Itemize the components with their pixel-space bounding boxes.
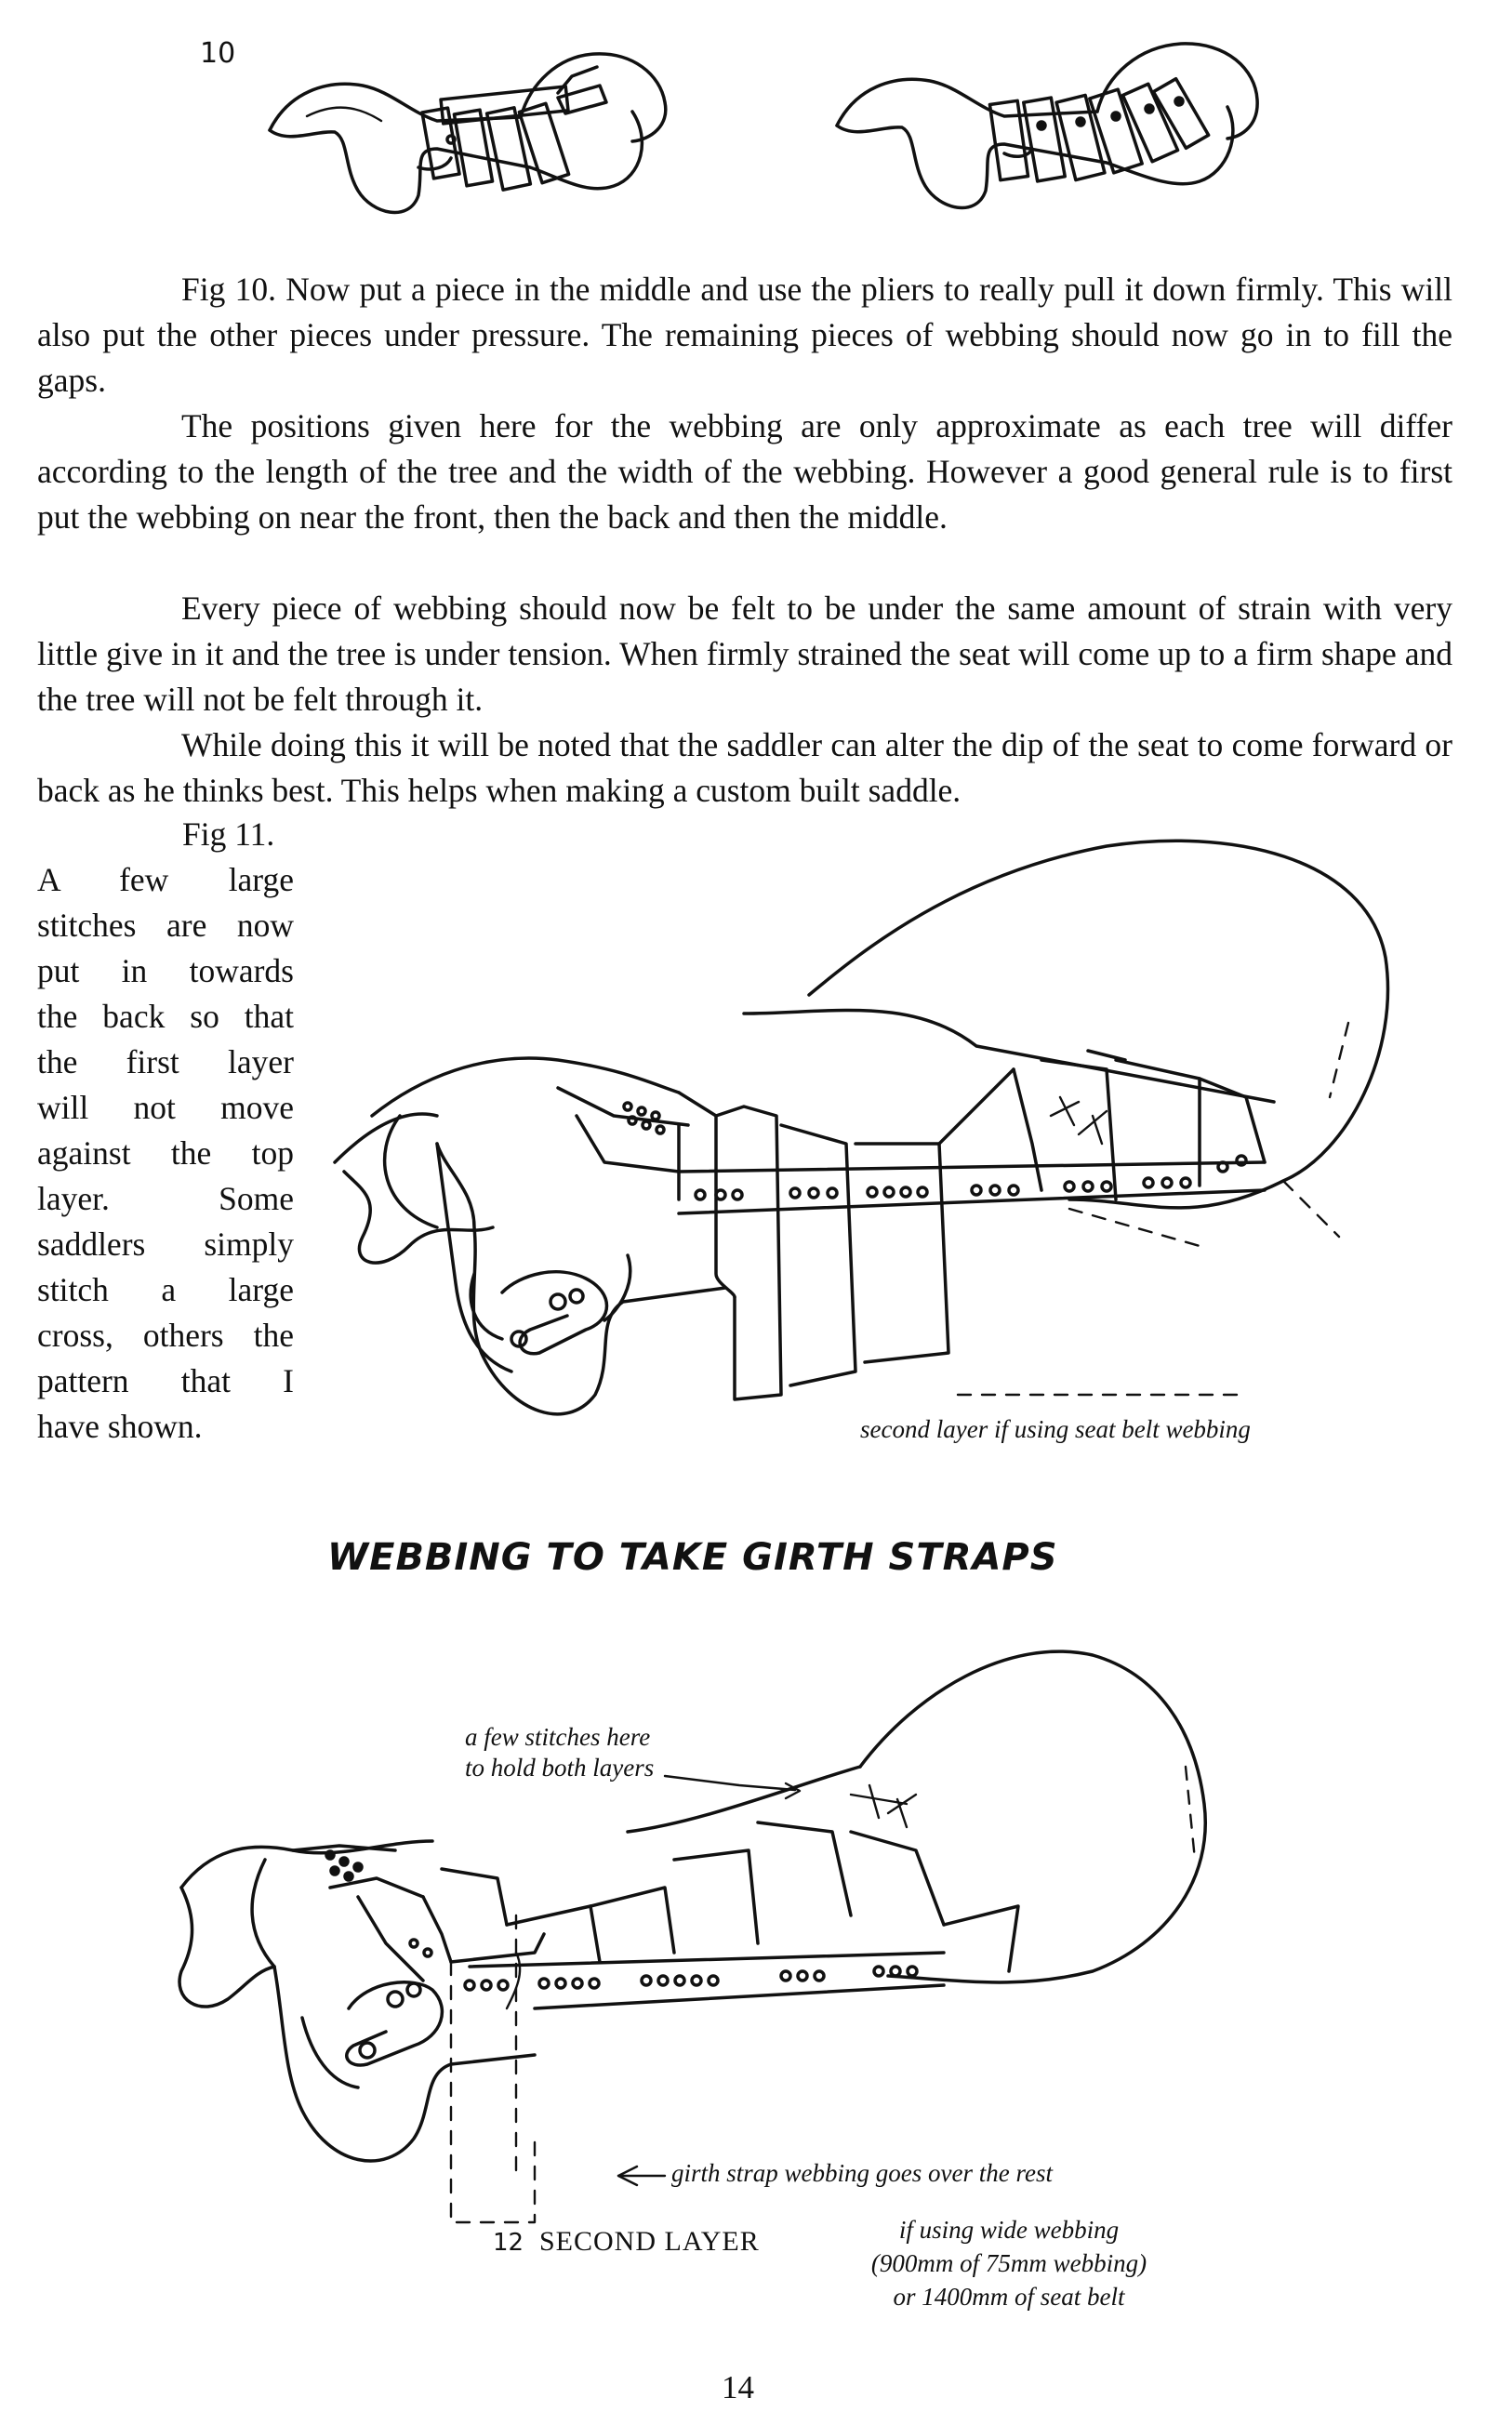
fig12-annotation-line: if using wide webbing [898, 2216, 1120, 2244]
fig12-annotation-line: to hold both layers [465, 1754, 655, 1782]
fig12-second-layer-label: SECOND LAYER [539, 2226, 760, 2257]
figure-number-12: 12 [493, 2229, 524, 2257]
fig11-line: saddlers simply [37, 1226, 294, 1263]
section-heading: WEBBING TO TAKE GIRTH STRAPS [327, 1536, 1058, 1579]
fig11-line: Fig 11. [182, 815, 275, 853]
figure-number-10: 10 [200, 37, 236, 70]
fig11-line: have shown. [37, 1408, 203, 1445]
fig10-drawing-left [251, 28, 697, 242]
fig11-line: the back so that [37, 998, 294, 1035]
page-number: 14 [722, 2369, 754, 2405]
fig11-line: stitches are now [37, 907, 294, 944]
fig11-line: the first layer [37, 1043, 294, 1080]
paragraph-seat-dip: While doing this it will be noted that the saddler can alter the dip of the seat to come forward or back as he thinks best. This helps when making a custom built saddle. [37, 726, 1452, 809]
fig11-line: put in towards [37, 952, 294, 989]
fig11-caption: second layer if using seat belt webbing [860, 1415, 1251, 1443]
fig11-line: A few large [37, 861, 294, 898]
fig11-saddle-drawing [307, 837, 1441, 1506]
fig10-drawing-right [818, 23, 1302, 242]
fig12-annotation-stitches [465, 1722, 654, 1783]
fig11-line: layer. Some [37, 1180, 294, 1217]
fig11-line: cross, others the [37, 1317, 294, 1354]
paragraph-webbing-positions: The positions given here for the webbing are only approximate as each tree will differ according to the length of the tree and the width of the webbing. However a good general rule is to first put the webbing on near the front, then the back and then the middle. [37, 407, 1452, 536]
fig12-annotation-line: (900mm of 75mm webbing) [870, 2249, 1147, 2277]
fig12-annotation-girth: girth strap webbing goes over the rest [671, 2159, 1053, 2187]
paragraph-fig10: Fig 10. Now put a piece in the middle and use the pliers to really pull it down firmly. This will also put the other pieces under pressure. The remaining pieces of webbing should now go in to fill the gaps. [37, 271, 1452, 399]
fig12-annotation-line: a few stitches here [465, 1723, 651, 1751]
fig12-annotation-line: or 1400mm of seat belt [893, 2283, 1125, 2311]
fig11-line: will not move [37, 1089, 294, 1126]
paragraph-strain: Every piece of webbing should now be felt to be under the same amount of strain with very little give in it and the tree is under tension. When firmly strained the seat will come up to a firm shape and the tree will not be felt through it. [37, 590, 1452, 718]
fig11-line: pattern that I [37, 1362, 294, 1399]
fig12-annotation-wide [851, 2213, 1167, 2313]
fig11-line: stitch a large [37, 1271, 294, 1308]
fig11-line: against the top [37, 1134, 294, 1172]
